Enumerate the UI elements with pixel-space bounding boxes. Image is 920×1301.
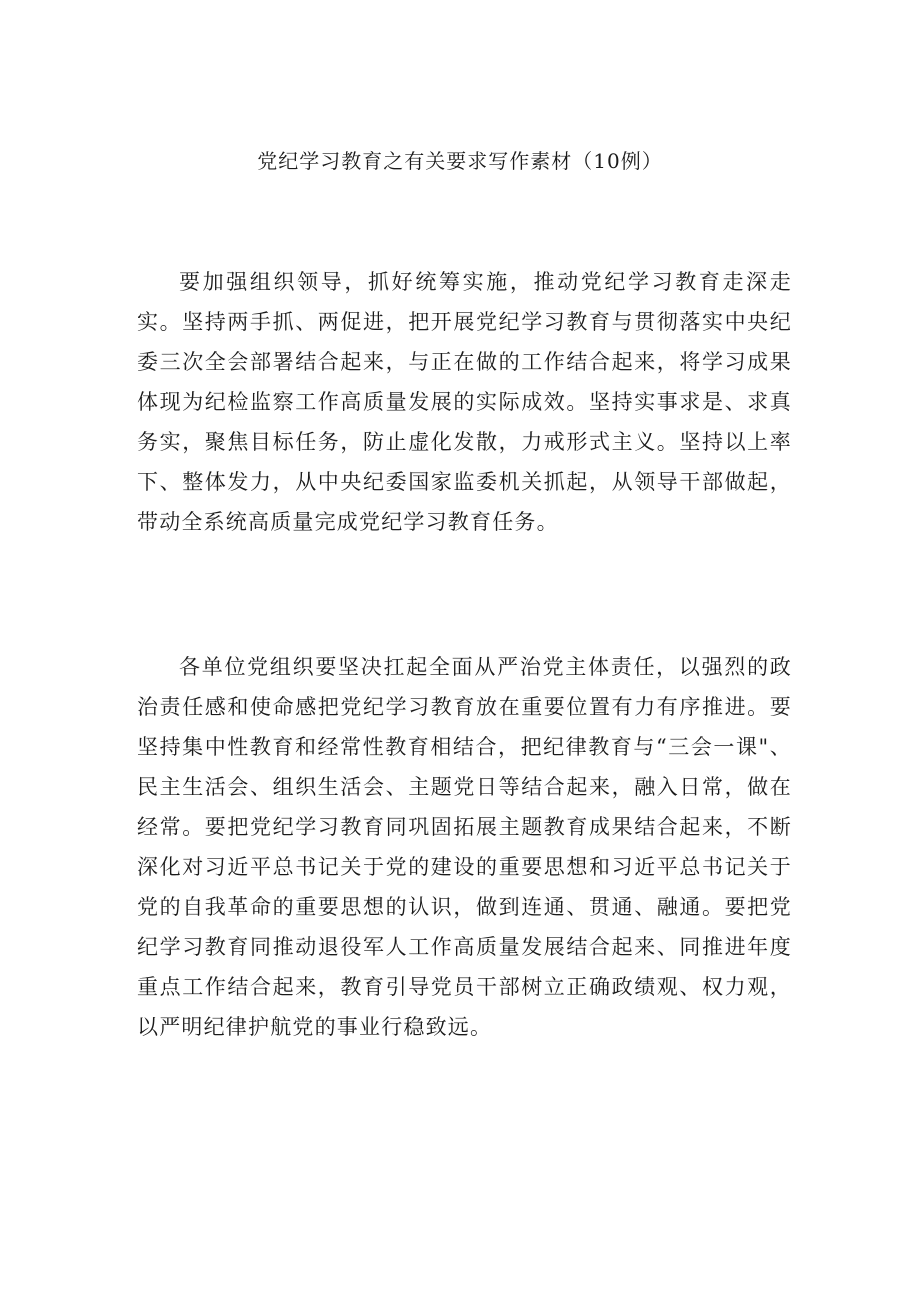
- body-paragraph-2: 各单位党组织要坚决扛起全面从严治党主体责任，以强烈的政治责任感和使命感把党纪学习教育放在重要位置有力有序推进。要坚持集中性教育和经常性教育相结合，把纪律教育与“三会一课"、民主生活会、组织生活会、主题党日等结合起来，融入日常，做在经常。要把党纪学习教育同巩固拓展主题教育成果结合起来，不断深化对习近平总书记关于党的建设的重要思想和习近平总书记关于党的自我革命的重要思想的认识，做到连通、贯通、融通。要把党纪学习教育同推动退役军人工作高质量发展结合起来、同推进年度重点工作结合起来，教育引导党员干部树立正确政绩观、权力观，以严明纪律护航党的事业行稳致远。: [137, 655, 792, 1039]
- document-title: 党纪学习教育之有关要求写作素材（10例）: [257, 149, 663, 173]
- body-paragraph-1: 要加强组织领导，抓好统筹实施，推动党纪学习教育走深走实。坚持两手抓、两促进，把开展党纪学习教育与贯彻落实中央纪委三次全会部署结合起来，与正在做的工作结合起来，将学习成果体现为纪检监察工作高质量发展的实际成效。坚持实事求是、求真务实，聚焦目标任务，防止虚化发散，力戒形式主义。坚持以上率下、整体发力，从中央纪委国家监委机关抓起，从领导干部做起，带动全系统高质量完成党纪学习教育任务。: [137, 270, 792, 534]
